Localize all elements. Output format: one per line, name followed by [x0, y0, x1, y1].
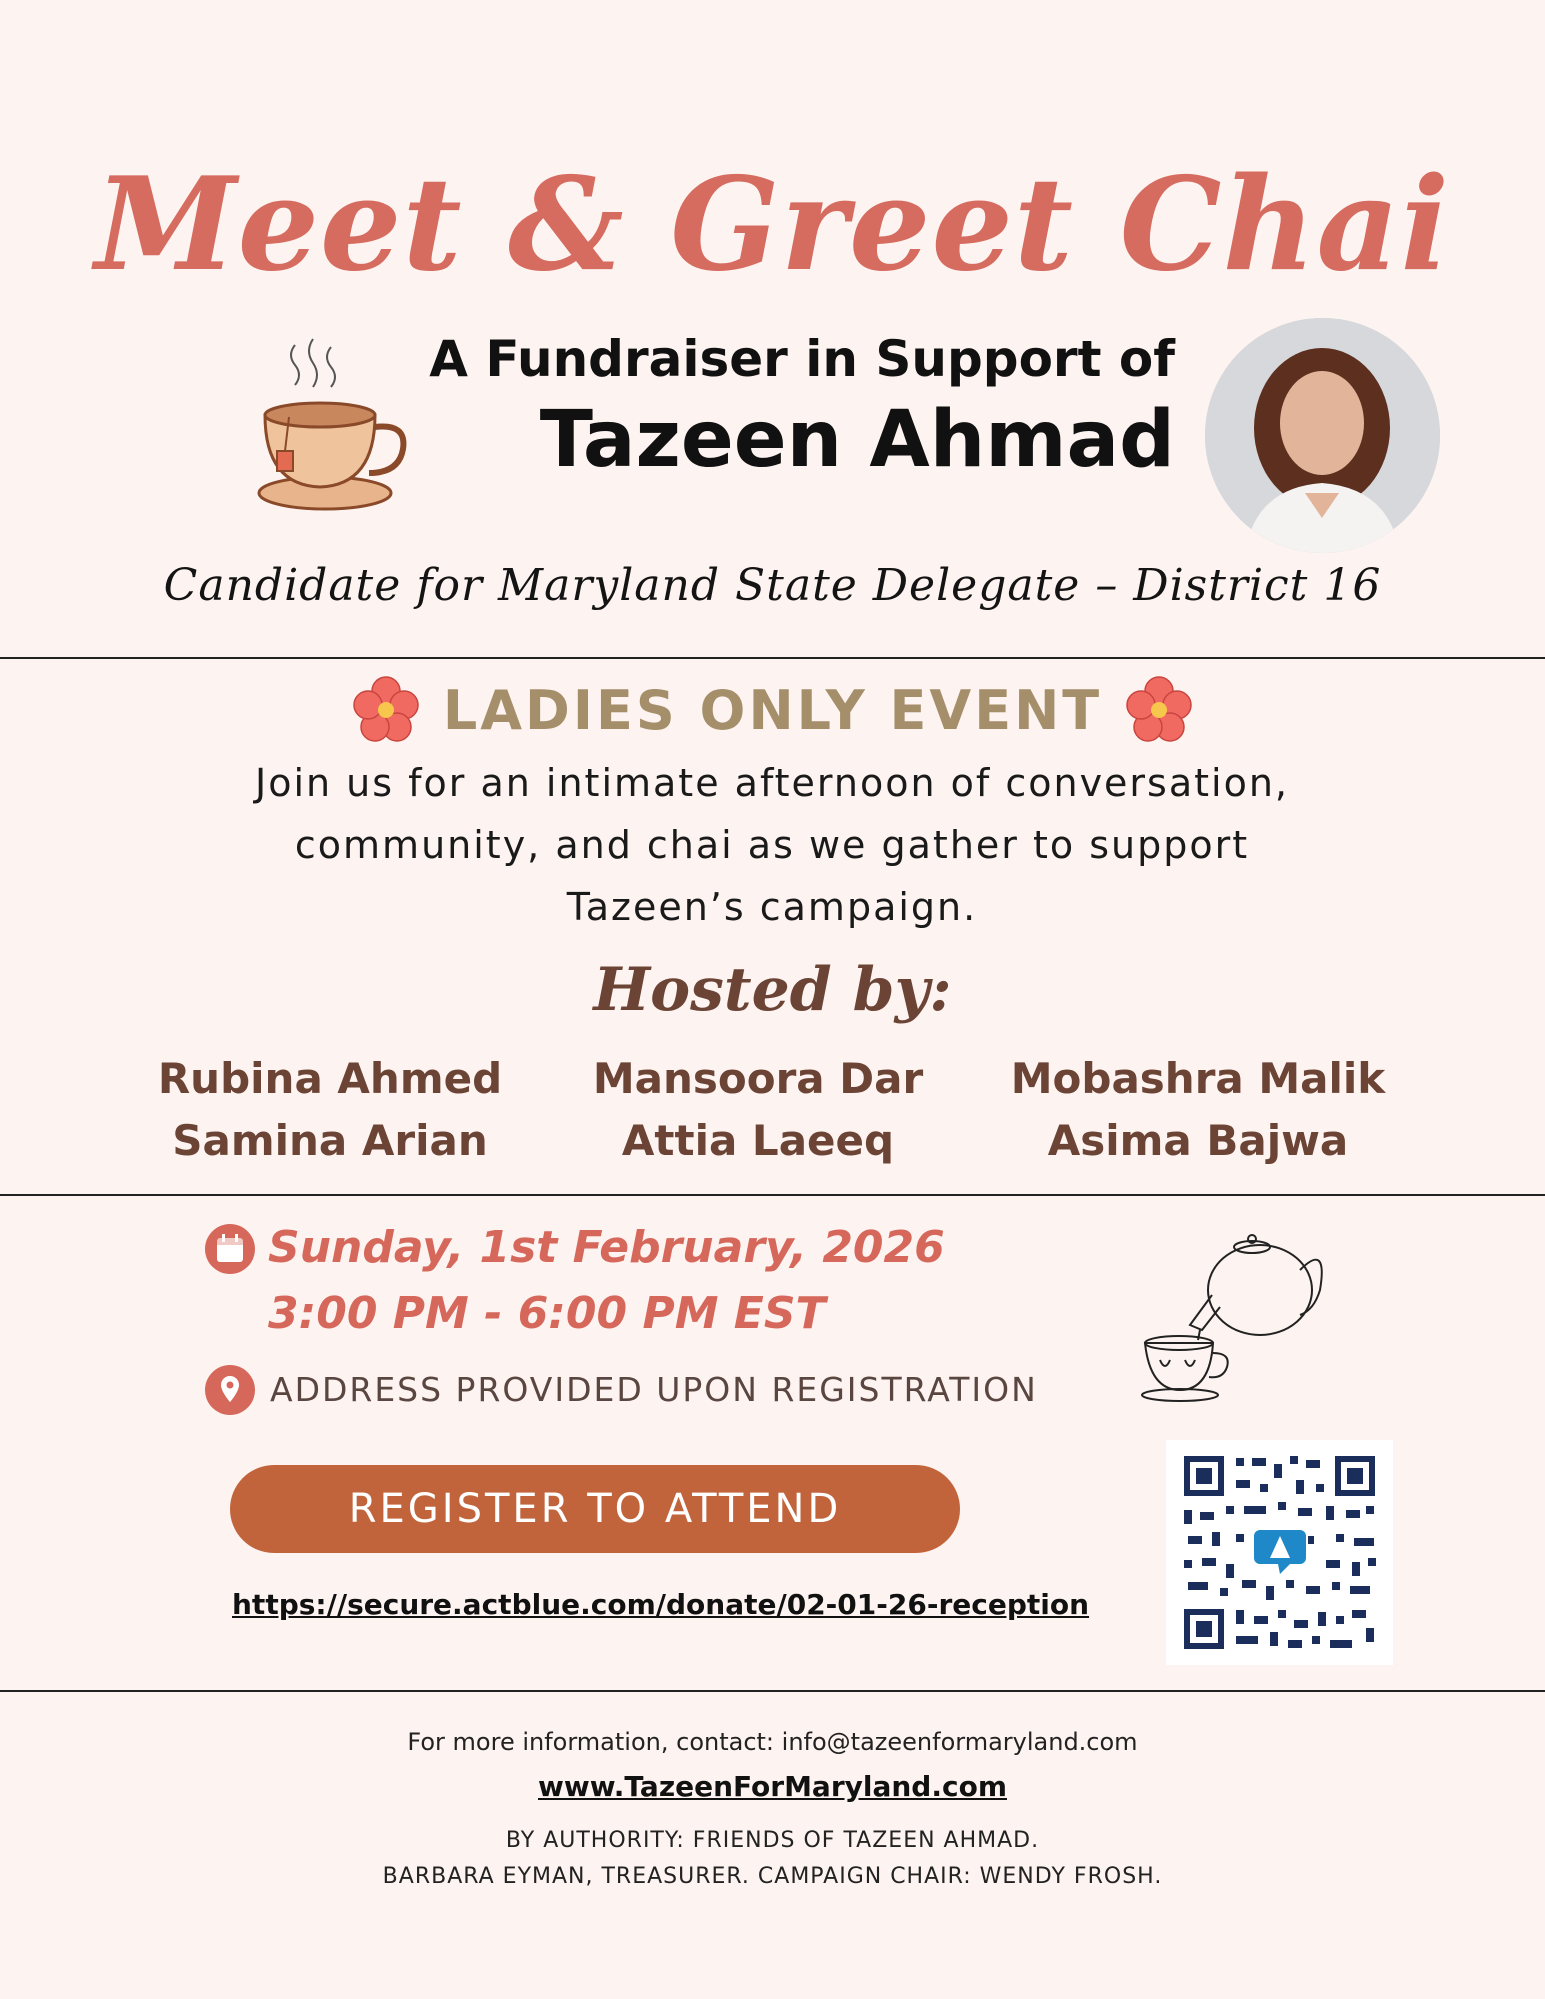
register-link[interactable]: https://secure.actblue.com/donate/02-01-26-reception [232, 1588, 1090, 1621]
divider [0, 1194, 1545, 1196]
event-intro [172, 752, 1372, 938]
register-button[interactable]: REGISTER TO ATTEND [230, 1465, 960, 1553]
location-pin-icon [205, 1365, 255, 1415]
candidate-photo [1205, 318, 1440, 553]
qr-code[interactable] [1166, 1440, 1393, 1665]
host-name: Mansoora Dar [592, 1054, 924, 1103]
divider [0, 657, 1545, 659]
website-link[interactable]: www.TazeenForMaryland.com [537, 1770, 1007, 1803]
intro-line: Join us for an intimate afternoon of conversation, [254, 761, 1290, 805]
intro-line: community, and chai as we gather to support [294, 823, 1250, 867]
host-name: Mobashra Malik [1010, 1054, 1386, 1103]
host-name: Rubina Ahmed [157, 1054, 503, 1103]
ladies-only-label: LADIES ONLY EVENT [442, 678, 1103, 742]
host-column [120, 1048, 540, 1172]
host-name: Attia Laeeq [621, 1116, 895, 1165]
host-name: Asima Bajwa [1047, 1116, 1349, 1165]
intro-line: Tazeen’s campaign. [566, 885, 978, 929]
host-name: Samina Arian [172, 1116, 488, 1165]
host-column [988, 1048, 1408, 1172]
fundraiser-subtitle: A Fundraiser in Support of [429, 330, 1175, 388]
calendar-icon [205, 1224, 255, 1274]
event-time: 3:00 PM - 6:00 PM EST [268, 1288, 826, 1339]
ladies-only-badge [0, 675, 1545, 745]
event-address: ADDRESS PROVIDED UPON REGISTRATION [270, 1370, 1038, 1409]
hosted-by-label: Hosted by: [593, 955, 952, 1025]
actblue-logo-icon [1252, 1522, 1308, 1574]
flower-icon [1124, 675, 1194, 745]
event-title: Meet & Greet Chai [94, 150, 1451, 300]
authority-line: BY AUTHORITY: FRIENDS OF TAZEEN AHMAD. [505, 1828, 1040, 1853]
candidate-line: Candidate for Maryland State Delegate – District 16 [163, 560, 1382, 611]
contact-info: For more information, contact: info@tazeenformaryland.com [407, 1728, 1138, 1756]
host-column [548, 1048, 968, 1172]
teapot-pouring-icon [1140, 1225, 1330, 1405]
flower-icon [351, 675, 421, 745]
divider [0, 1690, 1545, 1692]
authority-line: BARBARA EYMAN, TREASURER. CAMPAIGN CHAIR: WENDY FROSH. [382, 1864, 1163, 1889]
candidate-name: Tazeen Ahmad [539, 395, 1175, 485]
event-date: Sunday, 1st February, 2026 [268, 1222, 945, 1273]
